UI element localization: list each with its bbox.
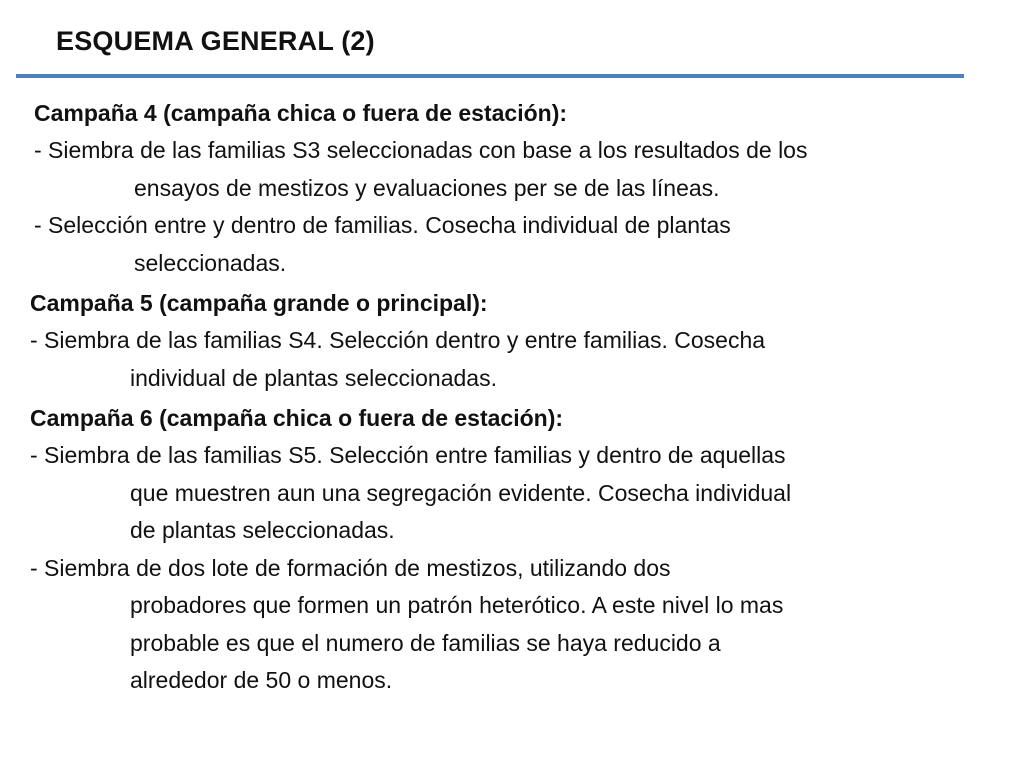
bullet-line: probable es que el numero de familias se haya reducido a (130, 629, 721, 656)
bullet-item (30, 550, 980, 700)
bullet-line: probadores que formen un patrón heterótico. A este nivel lo mas (130, 592, 784, 618)
bullet-line: - Siembra de las familias S5. Selección entre familias y dentro de aquellas (30, 442, 786, 468)
bullet-item (34, 132, 984, 207)
bullet-item (30, 437, 980, 550)
slide-title: ESQUEMA GENERAL (2) (56, 26, 375, 56)
bullet-line: - Siembra de las familias S3 seleccionadas con base a los resultados de los (34, 137, 808, 163)
bullet-line: - Siembra de dos lote de formación de mestizos, utilizando dos (30, 554, 671, 581)
title-divider (16, 74, 964, 78)
bullet-line: ensayos de mestizos y evaluaciones per se de las líneas. (134, 174, 720, 201)
bullet-line: que muestren aun una segregación evidente. Cosecha individual (130, 479, 792, 506)
section-campana-4 (34, 94, 984, 282)
bullet-line: - Selección entre y dentro de familias. Cosecha individual de plantas (34, 212, 731, 238)
section-heading: Campaña 4 (campaña chica o fuera de estación): (34, 100, 568, 126)
section-heading: Campaña 5 (campaña grande o principal): (30, 290, 488, 316)
bullet-line: seleccionadas. (134, 249, 287, 276)
bullet-line: de plantas seleccionadas. (130, 517, 395, 543)
bullet-line: alrededor de 50 o menos. (130, 667, 393, 693)
section-campana-6 (30, 399, 980, 700)
section-campana-5 (30, 284, 980, 397)
bullet-line: - Siembra de las familias S4. Selección dentro y entre familias. Cosecha (30, 327, 766, 353)
section-heading: Campaña 6 (campaña chica o fuera de estación): (30, 405, 564, 431)
bullet-item (30, 322, 980, 397)
bullet-line: individual de plantas seleccionadas. (130, 364, 497, 391)
bullet-item (34, 207, 984, 282)
